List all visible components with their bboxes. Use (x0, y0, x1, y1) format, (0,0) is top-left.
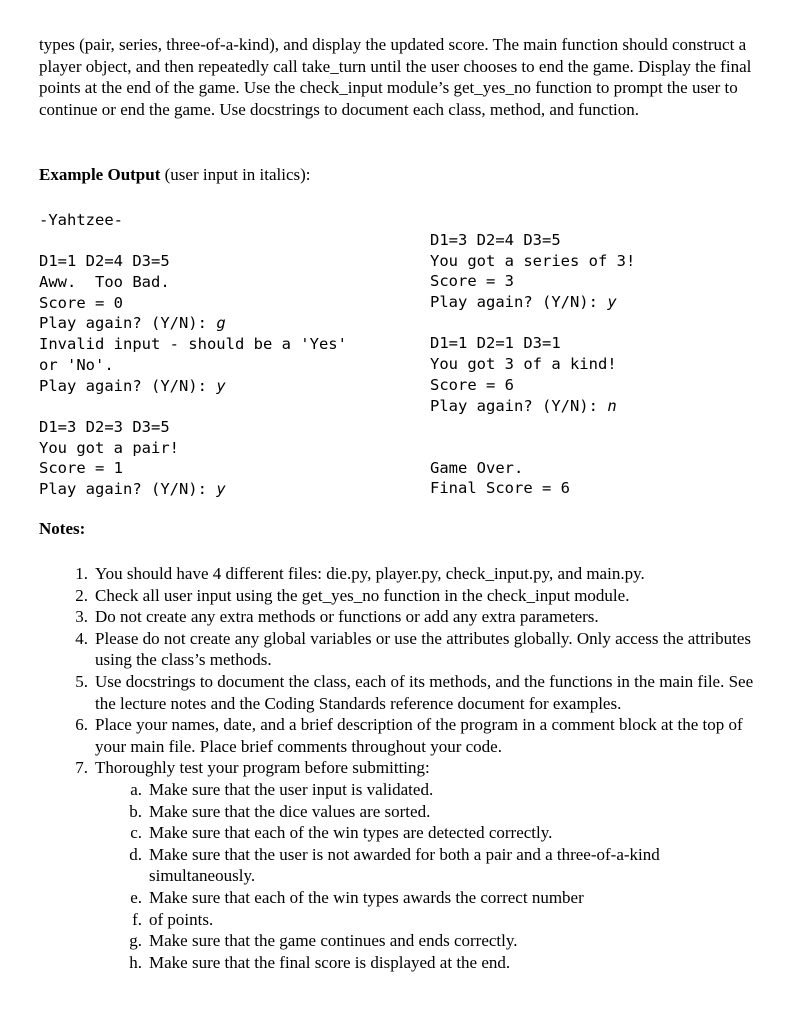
output-text: or 'No'. (39, 355, 114, 374)
output-text: D1=3 D2=3 D3=5 (39, 417, 170, 436)
output-text: Score = 6 (430, 375, 514, 394)
output-line (430, 271, 635, 292)
note-sub-text: of points. (149, 909, 214, 929)
notes-list (66, 563, 766, 973)
user-input-text: g (216, 314, 226, 333)
note-sub-item (95, 930, 766, 952)
note-sub-letter: f. (132, 909, 142, 929)
output-text: Score = 3 (430, 272, 514, 291)
output-line (430, 230, 635, 251)
note-sub-item (95, 909, 766, 931)
output-line (39, 355, 347, 376)
output-line (430, 416, 635, 437)
output-line (39, 293, 347, 314)
note-item (66, 757, 766, 973)
note-sub-item (95, 822, 766, 844)
output-line (430, 375, 635, 396)
note-sub-item (95, 801, 766, 823)
output-line (39, 479, 347, 500)
note-number: 7. (75, 758, 88, 778)
output-line (39, 251, 347, 272)
output-line (39, 231, 347, 252)
output-text: Aww. Too Bad. (39, 273, 170, 292)
output-line (430, 292, 635, 313)
output-text: Game Over. (430, 458, 524, 477)
output-line (430, 437, 635, 458)
example-output-note: (user input in italics): (160, 165, 311, 184)
output-text: Play again? (Y/N): (39, 479, 217, 498)
output-text: Score = 0 (39, 293, 123, 312)
output-text: Final Score = 6 (430, 479, 570, 498)
notes-heading: Notes: (39, 519, 86, 538)
note-sub-item (95, 844, 766, 887)
output-text: D1=3 D2=4 D3=5 (430, 231, 561, 249)
note-sub-text: Make sure that the final score is displayed at the end. (149, 952, 511, 972)
note-sub-letter: g. (129, 931, 142, 951)
note-number: 3. (75, 607, 88, 627)
output-text: Score = 1 (39, 459, 123, 478)
output-line (39, 417, 347, 438)
note-sub-text: Make sure that each of the win types are detected correctly. (149, 823, 553, 843)
note-text: Do not create any extra methods or functions or add any extra parameters. (95, 607, 599, 627)
output-line (430, 251, 635, 272)
note-number: 5. (75, 671, 88, 691)
user-input-text: n (607, 396, 617, 415)
intro-paragraph: types (pair, series, three-of-a-kind), and display the updated score. The main function should construct a player object, and then repeatedly call take_turn until the user chooses to end the game. Display the final points at the end of the game. Use the check_input module’s get_yes_no function to prompt the user to continue or end the game. Use docstrings to document each class, method, and function. (39, 35, 752, 119)
note-sub-item (95, 952, 766, 974)
example-output-heading (39, 164, 311, 186)
output-line (430, 458, 635, 479)
note-item (66, 585, 766, 607)
note-sub-letter: c. (130, 823, 142, 843)
example-output-left-column (39, 210, 347, 500)
note-sub-letter: b. (129, 801, 142, 821)
output-line (430, 478, 635, 499)
note-sub-letter: a. (130, 779, 142, 799)
output-line (39, 458, 347, 479)
note-sub-item (95, 887, 766, 909)
output-line (430, 396, 635, 417)
output-text: Play again? (Y/N): (39, 376, 217, 395)
note-text: Thoroughly test your program before submitting: (95, 758, 430, 778)
note-sub-text: Make sure that the user input is validated. (149, 779, 434, 799)
note-item (66, 671, 766, 714)
example-output-label: Example Output (39, 165, 161, 184)
output-text: -Yahtzee- (39, 211, 123, 229)
note-number: 1. (75, 564, 88, 583)
output-text: You got 3 of a kind! (430, 355, 617, 374)
output-text: Play again? (Y/N): (430, 396, 608, 415)
output-line (430, 354, 635, 375)
output-line (39, 376, 347, 397)
note-sub-item (95, 779, 766, 801)
output-line (430, 313, 635, 334)
output-line (39, 438, 347, 459)
output-line (39, 313, 347, 334)
note-text: Please do not create any global variables or use the attributes globally. Only access the attributes using the class’s methods. (95, 628, 752, 670)
note-number: 2. (75, 585, 88, 605)
note-sub-text: Make sure that each of the win types awards the correct number (149, 887, 584, 907)
note-text: Check all user input using the get_yes_no function in the check_input module. (95, 585, 630, 605)
user-input-text: y (216, 479, 226, 498)
note-sub-letter: e. (130, 887, 142, 907)
note-sub-letter: h. (129, 952, 142, 972)
note-item (66, 628, 766, 671)
example-output-right-column (430, 230, 635, 499)
output-line (39, 210, 347, 231)
note-item (66, 606, 766, 628)
note-item (66, 563, 766, 585)
output-text: D1=1 D2=4 D3=5 (39, 252, 170, 271)
output-line (39, 334, 347, 355)
note-sub-letter: d. (129, 844, 142, 864)
note-text: Use docstrings to document the class, each of its methods, and the functions in the main file. See the lecture notes and the Coding Standards reference document for examples. (95, 671, 754, 713)
note-sub-text: Make sure that the game continues and ends correctly. (149, 931, 518, 951)
note-sub-text: Make sure that the user is not awarded for both a pair and a three-of-a-kind simultaneously. (149, 844, 660, 886)
output-line (430, 333, 635, 354)
output-text: Play again? (Y/N): (39, 314, 217, 333)
output-text: You got a series of 3! (430, 251, 636, 270)
note-number: 4. (75, 628, 88, 648)
output-text: D1=1 D2=1 D3=1 (430, 334, 561, 353)
output-line (39, 396, 347, 417)
note-sub-list (95, 779, 766, 973)
user-input-text: y (607, 293, 617, 312)
user-input-text: y (216, 376, 226, 395)
note-sub-text: Make sure that the dice values are sorted. (149, 801, 431, 821)
output-line (39, 272, 347, 293)
note-text: Place your names, date, and a brief description of the program in a comment block at the top of your main file. Place brief comments throughout your code. (95, 715, 743, 756)
output-text: Invalid input - should be a 'Yes' (39, 335, 347, 354)
output-text: You got a pair! (39, 438, 179, 457)
note-item (66, 714, 766, 757)
note-text: You should have 4 different files: die.py, player.py, check_input.py, and main.py. (95, 564, 645, 583)
output-text: Play again? (Y/N): (430, 293, 608, 312)
note-number: 6. (75, 715, 88, 735)
